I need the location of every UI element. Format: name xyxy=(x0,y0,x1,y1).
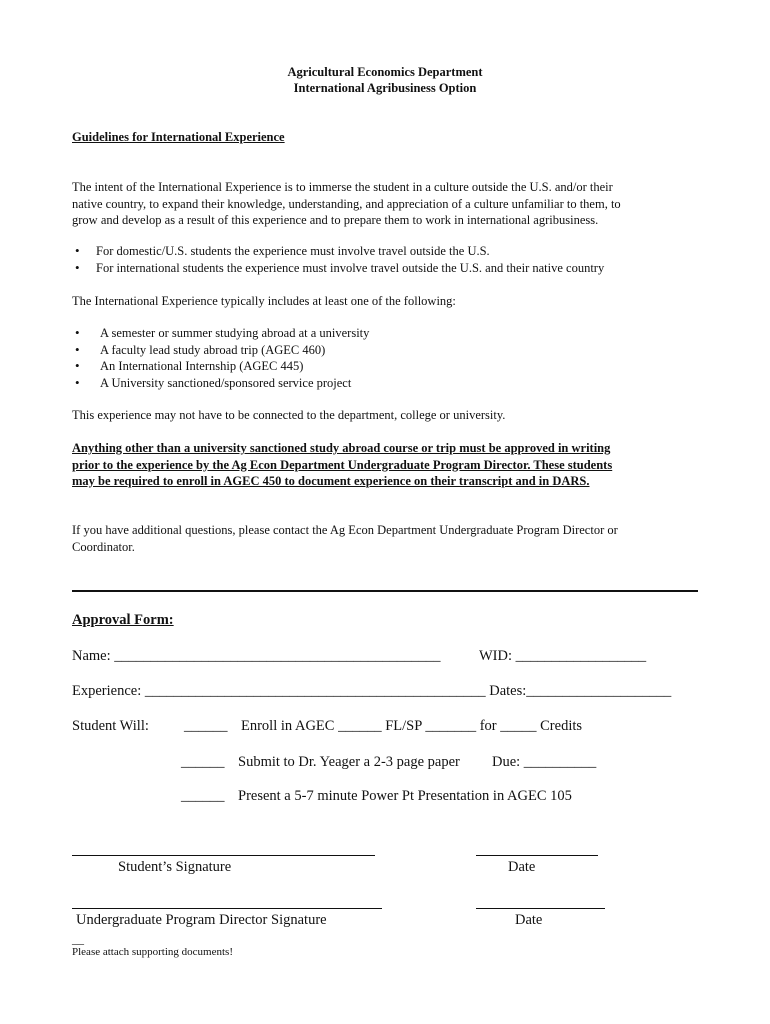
student-will-label: Student Will: xyxy=(72,718,149,734)
enroll-agec-field[interactable]: Enroll in AGEC ______ FL/SP _______ for _____ Credits xyxy=(241,718,583,734)
name-field[interactable]: Name: _____________________________________________ xyxy=(72,648,441,664)
intro-line: grow and develop as a result of this experience and to prepare them to work in international agribusiness. xyxy=(72,213,599,227)
paper-text: Submit to Dr. Yeager a 2-3 page paper xyxy=(238,754,460,770)
list-item: • An International Internship (AGEC 445) xyxy=(72,358,369,375)
footer-note: Please attach supporting documents! xyxy=(72,946,233,958)
notice-line: prior to the experience by the Ag Econ Department Undergraduate Program Director. These students xyxy=(72,457,613,472)
director-signature-label: Undergraduate Program Director Signature xyxy=(76,912,327,928)
approval-notice xyxy=(72,440,612,490)
notice-line: may be required to enroll in AGEC 450 to document experience on their transcript and in DARS. xyxy=(72,474,590,488)
contact-line: If you have additional questions, please contact the Ag Econ Department Undergraduate Program Director or xyxy=(72,523,618,537)
intro-line: native country, to expand their knowledge, understanding, and appreciation of a culture unfamiliar to them, to xyxy=(72,196,621,211)
student-signature-label: Student’s Signature xyxy=(118,859,232,875)
student-date-line[interactable] xyxy=(476,855,598,856)
guidelines-title: Guidelines for International Experience xyxy=(72,130,285,144)
presentation-check-blank[interactable]: ______ xyxy=(181,788,225,804)
approval-form-title: Approval Form: xyxy=(72,612,174,628)
director-date-label: Date xyxy=(515,912,543,928)
enroll-check-blank[interactable]: ______ xyxy=(184,718,228,734)
travel-requirements-list xyxy=(72,243,604,276)
intro-line: The intent of the International Experience is to immerse the student in a culture outside the U.S. and/or their xyxy=(72,180,613,194)
experience-dates-field[interactable]: Experience: _______________________________________________ Dates:____________________ xyxy=(72,683,672,699)
intro-paragraph xyxy=(72,179,621,229)
footer-dash: __ xyxy=(72,932,84,946)
section-divider xyxy=(72,590,698,592)
presentation-text: Present a 5-7 minute Power Pt Presentation in AGEC 105 xyxy=(238,788,572,804)
list-item: • A semester or summer studying abroad at a university xyxy=(72,325,369,342)
list-item: • For international students the experience must involve travel outside the U.S. and their native country xyxy=(72,260,604,277)
connection-text: This experience may not have to be connected to the department, college or university. xyxy=(72,408,506,422)
contact-line: Coordinator. xyxy=(72,539,135,554)
student-date-label: Date xyxy=(508,859,536,875)
wid-field[interactable]: WID: __________________ xyxy=(479,648,647,664)
notice-line: Anything other than a university sanctioned study abroad course or trip must be approved in writing xyxy=(72,441,611,455)
list-item: • A faculty lead study abroad trip (AGEC 460) xyxy=(72,342,369,359)
director-date-line[interactable] xyxy=(476,908,605,909)
experience-options-list xyxy=(72,325,369,391)
list-item: • A University sanctioned/sponsored service project xyxy=(72,375,369,392)
department-title: Agricultural Economics Department xyxy=(287,65,483,79)
due-date-field[interactable]: Due: __________ xyxy=(492,754,597,770)
paper-check-blank[interactable]: ______ xyxy=(181,754,225,770)
option-title: International Agribusiness Option xyxy=(293,81,477,95)
contact-paragraph xyxy=(72,522,618,555)
includes-text: The International Experience typically includes at least one of the following: xyxy=(72,294,456,308)
student-signature-line[interactable] xyxy=(72,855,375,856)
director-signature-line[interactable] xyxy=(72,908,382,909)
list-item: • For domestic/U.S. students the experience must involve travel outside the U.S. xyxy=(72,243,604,260)
